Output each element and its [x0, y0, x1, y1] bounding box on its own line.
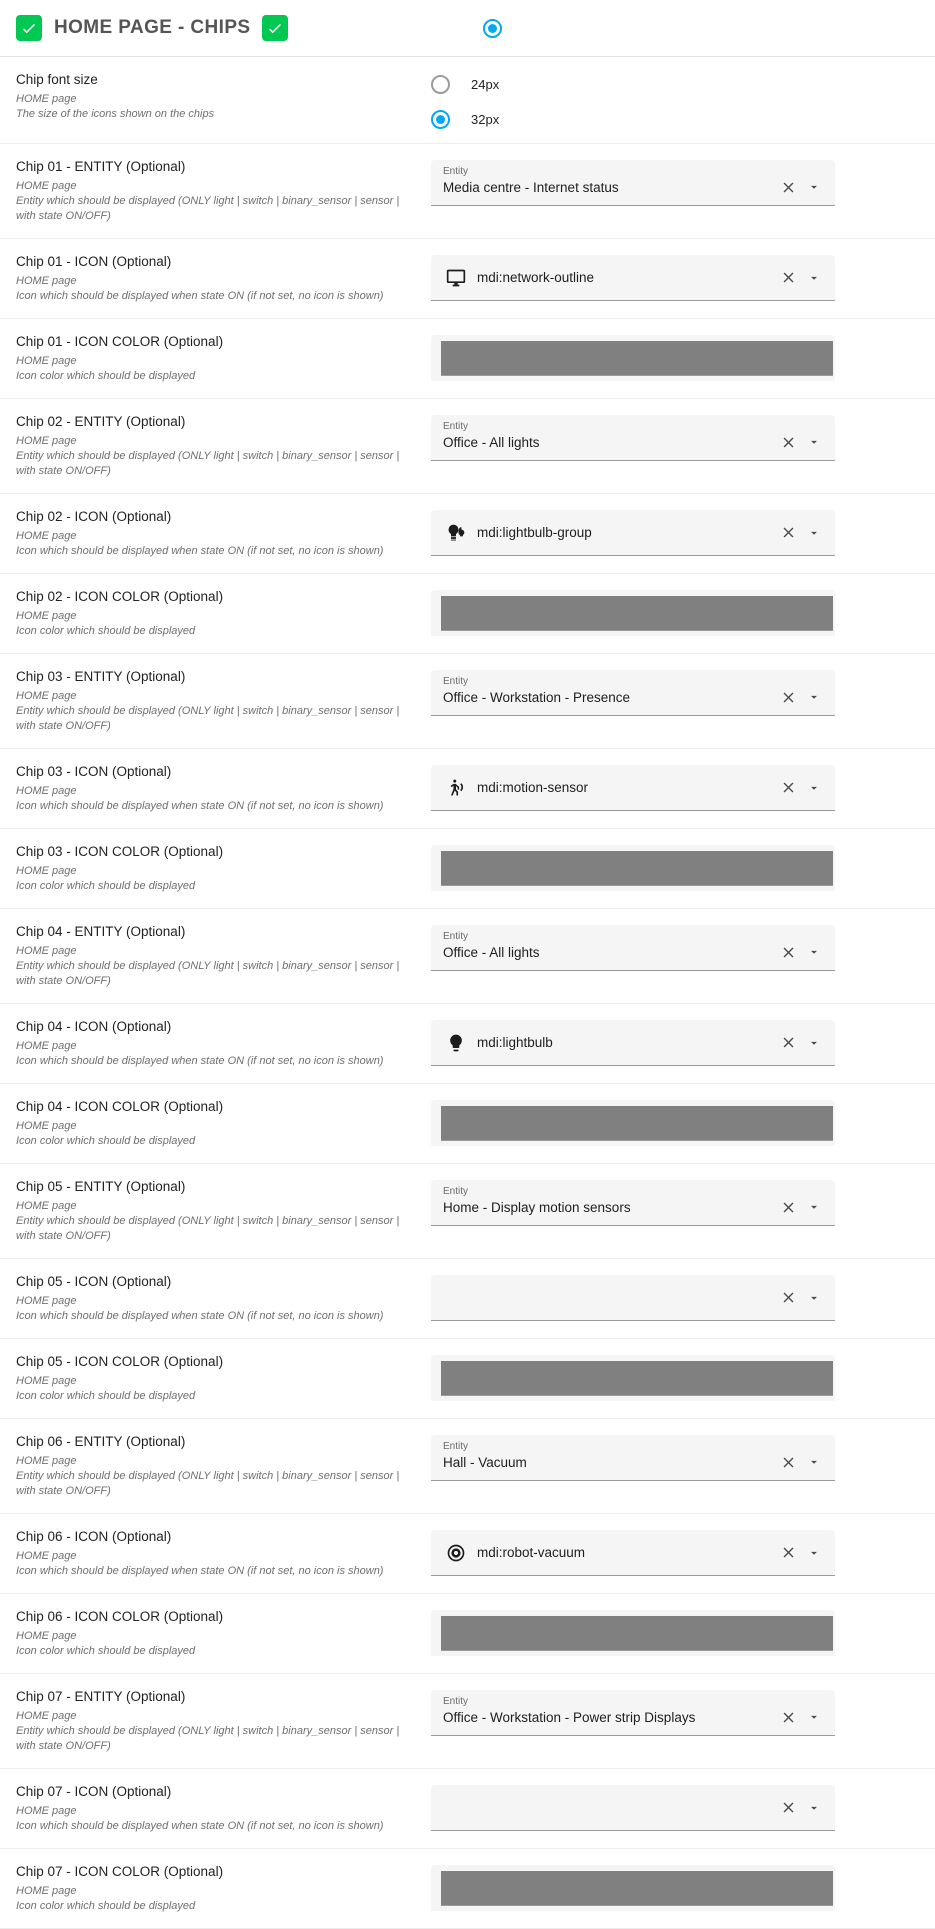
chip-color-sub: HOME page: [16, 610, 77, 622]
chip-color-labels: [16, 1863, 431, 1914]
chip-color-desc: Icon color which should be displayed: [16, 880, 196, 892]
page-header: [0, 0, 935, 57]
chip-icon-sub: HOME page: [16, 1295, 77, 1307]
close-icon[interactable]: [775, 1030, 801, 1056]
chevron-down-icon[interactable]: [801, 939, 827, 965]
close-icon[interactable]: [775, 1540, 801, 1566]
chip-icon-sub: HOME page: [16, 1805, 77, 1817]
chip-color-sub: HOME page: [16, 1120, 77, 1132]
entity-value: Home - Display motion sensors: [443, 1200, 631, 1215]
chip-color-title: Chip 06 - ICON COLOR (Optional): [16, 1609, 224, 1624]
icon-select-texts: [477, 268, 775, 287]
chip-entity-row: [0, 1419, 935, 1514]
chevron-down-icon[interactable]: [801, 1449, 827, 1475]
chip-color-sub: HOME page: [16, 865, 77, 877]
chip-entity-control: [431, 1178, 919, 1226]
chip-color-row: [0, 1339, 935, 1419]
chip-icon-labels: [16, 1018, 431, 1069]
chip-entity-labels: [16, 1688, 431, 1754]
icon-select-texts: [477, 1543, 775, 1562]
chip-color-title: Chip 01 - ICON COLOR (Optional): [16, 334, 224, 349]
chip-icon-labels: [16, 253, 431, 304]
color-picker[interactable]: [431, 335, 835, 381]
chip-icon-labels: [16, 1783, 431, 1834]
entity-float-label: Entity: [443, 1186, 469, 1197]
icon-value: mdi:lightbulb: [477, 1035, 553, 1050]
icon-select-texts: [477, 1033, 775, 1052]
entity-select-texts: [443, 675, 775, 707]
lightbulb-group-icon: [443, 523, 469, 543]
entity-select[interactable]: [431, 415, 835, 461]
chip-icon-row: [0, 749, 935, 829]
chevron-down-icon[interactable]: [801, 1795, 827, 1821]
lightbulb-icon: [443, 1033, 469, 1053]
chip-entity-sub: HOME page: [16, 1710, 77, 1722]
chip-icon-title: Chip 02 - ICON (Optional): [16, 509, 172, 524]
chip-color-control: [431, 1863, 919, 1911]
chip-entity-sub: HOME page: [16, 945, 77, 957]
chip-color-desc: Icon color which should be displayed: [16, 625, 196, 637]
entity-select-texts: [443, 165, 775, 197]
chip-color-labels: [16, 333, 431, 384]
color-swatch[interactable]: [441, 1106, 833, 1141]
entity-value: Media centre - Internet status: [443, 180, 619, 195]
chevron-down-icon[interactable]: [801, 520, 827, 546]
close-icon[interactable]: [775, 520, 801, 546]
chip-entity-title: Chip 07 - ENTITY (Optional): [16, 1689, 186, 1704]
chip-font-size-options: [431, 71, 919, 129]
chip-icon-control: [431, 253, 919, 301]
chip-icon-desc: Icon which should be displayed when state ON (if not set, no icon is shown): [16, 1310, 384, 1322]
chip-color-sub: HOME page: [16, 355, 77, 367]
chip-icon-row: [0, 494, 935, 574]
entity-value: Office - Workstation - Power strip Displays: [443, 1710, 696, 1725]
chevron-down-icon[interactable]: [801, 174, 827, 200]
chip-icon-desc: Icon which should be displayed when state ON (if not set, no icon is shown): [16, 1565, 384, 1577]
entity-select[interactable]: [431, 160, 835, 206]
icon-value: mdi:lightbulb-group: [477, 525, 592, 540]
chip-color-control: [431, 843, 919, 891]
close-icon[interactable]: [775, 775, 801, 801]
chip-color-labels: [16, 588, 431, 639]
chip-icon-sub: HOME page: [16, 275, 77, 287]
chip-entity-control: [431, 413, 919, 461]
chip-icon-sub: HOME page: [16, 785, 77, 797]
chip-color-sub: HOME page: [16, 1375, 77, 1387]
chip-entity-sub: HOME page: [16, 690, 77, 702]
chip-entity-sub: HOME page: [16, 435, 77, 447]
chip-entity-control: [431, 158, 919, 206]
entity-select[interactable]: [431, 1435, 835, 1481]
chip-icon-sub: HOME page: [16, 1550, 77, 1562]
chip-color-labels: [16, 843, 431, 894]
color-swatch[interactable]: [441, 1361, 833, 1396]
chip-entity-labels: [16, 1178, 431, 1244]
chip-font-size-row: [0, 57, 935, 144]
chevron-down-icon[interactable]: [801, 684, 827, 710]
chip-icon-labels: [16, 508, 431, 559]
chip-entity-row: [0, 1674, 935, 1769]
close-icon[interactable]: [775, 1449, 801, 1475]
entity-select-texts: [443, 420, 775, 452]
chip-entity-row: [0, 654, 935, 749]
entity-select-texts: [443, 1695, 775, 1727]
chip-icon-title: Chip 07 - ICON (Optional): [16, 1784, 172, 1799]
chip-color-row: [0, 1594, 935, 1674]
chevron-down-icon[interactable]: [801, 1285, 827, 1311]
chip-color-row: [0, 829, 935, 909]
chip-font-size-sub: HOME page: [16, 93, 77, 105]
chip-entity-control: [431, 668, 919, 716]
chip-icon-control: [431, 1783, 919, 1831]
chip-color-control: [431, 333, 919, 381]
icon-select[interactable]: [431, 510, 835, 556]
chip-color-desc: Icon color which should be displayed: [16, 1135, 196, 1147]
chip-color-desc: Icon color which should be displayed: [16, 370, 196, 382]
font-size-label-24: 24px: [471, 77, 500, 92]
chip-icon-title: Chip 01 - ICON (Optional): [16, 254, 172, 269]
entity-select[interactable]: [431, 670, 835, 716]
chip-icon-control: [431, 1528, 919, 1576]
chip-entity-title: Chip 05 - ENTITY (Optional): [16, 1179, 186, 1194]
icon-select[interactable]: [431, 1275, 835, 1321]
icon-select[interactable]: [431, 765, 835, 811]
chevron-down-icon[interactable]: [801, 775, 827, 801]
chip-icon-title: Chip 05 - ICON (Optional): [16, 1274, 172, 1289]
chip-color-title: Chip 02 - ICON COLOR (Optional): [16, 589, 224, 604]
chip-icon-labels: [16, 1528, 431, 1579]
close-icon[interactable]: [775, 174, 801, 200]
chip-icon-title: Chip 03 - ICON (Optional): [16, 764, 172, 779]
font-size-radio-32[interactable]: [431, 110, 450, 129]
header-radio[interactable]: [483, 19, 502, 38]
chip-entity-desc: Entity which should be displayed (ONLY light | switch | binary_sensor | sensor | with state ON/OFF): [16, 450, 400, 477]
entity-float-label: Entity: [443, 676, 469, 687]
header-left-checkbox[interactable]: [16, 15, 42, 41]
chip-entity-row: [0, 399, 935, 494]
chip-icon-row: [0, 1769, 935, 1849]
color-picker[interactable]: [431, 845, 835, 891]
chip-entity-control: [431, 1433, 919, 1481]
entity-float-label: Entity: [443, 421, 469, 432]
chip-entity-labels: [16, 668, 431, 734]
chip-entity-labels: [16, 923, 431, 989]
entity-float-label: Entity: [443, 166, 469, 177]
chip-icon-row: [0, 1259, 935, 1339]
chip-icon-control: [431, 1273, 919, 1321]
chip-entity-labels: [16, 1433, 431, 1499]
chip-color-desc: Icon color which should be displayed: [16, 1390, 196, 1402]
entity-float-label: Entity: [443, 1441, 469, 1452]
chip-icon-sub: HOME page: [16, 1040, 77, 1052]
chip-icon-desc: Icon which should be displayed when state ON (if not set, no icon is shown): [16, 1055, 384, 1067]
chip-entity-row: [0, 144, 935, 239]
chip-color-desc: Icon color which should be displayed: [16, 1900, 196, 1912]
chip-color-labels: [16, 1608, 431, 1659]
color-swatch[interactable]: [441, 851, 833, 886]
chip-entity-sub: HOME page: [16, 180, 77, 192]
chip-entity-desc: Entity which should be displayed (ONLY light | switch | binary_sensor | sensor | with state ON/OFF): [16, 1215, 400, 1242]
close-icon[interactable]: [775, 1704, 801, 1730]
color-picker[interactable]: [431, 1610, 835, 1656]
header-right-checkbox[interactable]: [262, 15, 288, 41]
motion-sensor-icon: [443, 778, 469, 798]
entity-float-label: Entity: [443, 931, 469, 942]
chip-color-title: Chip 07 - ICON COLOR (Optional): [16, 1864, 224, 1879]
icon-value: mdi:robot-vacuum: [477, 1545, 586, 1560]
color-picker[interactable]: [431, 1100, 835, 1146]
chip-icon-control: [431, 508, 919, 556]
chip-icon-row: [0, 239, 935, 319]
chip-color-labels: [16, 1353, 431, 1404]
chip-icon-control: [431, 763, 919, 811]
chip-icon-labels: [16, 763, 431, 814]
chip-icon-desc: Icon which should be displayed when state ON (if not set, no icon is shown): [16, 545, 384, 557]
entity-float-label: Entity: [443, 1696, 469, 1707]
entity-value: Office - Workstation - Presence: [443, 690, 631, 705]
chip-entity-desc: Entity which should be displayed (ONLY light | switch | binary_sensor | sensor | with state ON/OFF): [16, 1725, 400, 1752]
chip-color-row: [0, 574, 935, 654]
chip-entity-title: Chip 04 - ENTITY (Optional): [16, 924, 186, 939]
entity-value: Hall - Vacuum: [443, 1455, 527, 1470]
font-size-option-24[interactable]: [431, 75, 919, 94]
icon-select-texts: [477, 523, 775, 542]
chip-icon-labels: [16, 1273, 431, 1324]
chip-icon-desc: Icon which should be displayed when state ON (if not set, no icon is shown): [16, 800, 384, 812]
page-title: HOME PAGE - CHIPS: [54, 17, 251, 38]
chip-entity-sub: HOME page: [16, 1455, 77, 1467]
close-icon[interactable]: [775, 684, 801, 710]
chip-entity-desc: Entity which should be displayed (ONLY light | switch | binary_sensor | sensor | with state ON/OFF): [16, 195, 400, 222]
color-picker[interactable]: [431, 1355, 835, 1401]
chip-color-control: [431, 1608, 919, 1656]
font-size-option-32[interactable]: [431, 110, 919, 129]
font-size-label-32: 32px: [471, 112, 500, 127]
chip-icon-sub: HOME page: [16, 530, 77, 542]
entity-select[interactable]: [431, 1690, 835, 1736]
chevron-down-icon[interactable]: [801, 429, 827, 455]
close-icon[interactable]: [775, 1795, 801, 1821]
entity-value: Office - All lights: [443, 945, 540, 960]
font-size-radio-24[interactable]: [431, 75, 450, 94]
chip-color-title: Chip 04 - ICON COLOR (Optional): [16, 1099, 224, 1114]
color-swatch[interactable]: [441, 1871, 833, 1906]
entity-select[interactable]: [431, 925, 835, 971]
chip-font-size-title: Chip font size: [16, 72, 98, 87]
chip-icon-control: [431, 1018, 919, 1066]
color-picker[interactable]: [431, 1865, 835, 1911]
close-icon[interactable]: [775, 939, 801, 965]
chip-color-title: Chip 03 - ICON COLOR (Optional): [16, 844, 224, 859]
color-swatch[interactable]: [441, 596, 833, 631]
icon-select[interactable]: [431, 255, 835, 301]
chip-icon-desc: Icon which should be displayed when state ON (if not set, no icon is shown): [16, 290, 384, 302]
chip-settings-list: [0, 144, 935, 1929]
chip-color-desc: Icon color which should be displayed: [16, 1645, 196, 1657]
chip-color-row: [0, 319, 935, 399]
chevron-down-icon[interactable]: [801, 1030, 827, 1056]
monitor-icon: [443, 268, 469, 288]
chevron-down-icon[interactable]: [801, 265, 827, 291]
chip-color-sub: HOME page: [16, 1630, 77, 1642]
chip-entity-row: [0, 909, 935, 1004]
chip-entity-labels: [16, 158, 431, 224]
chip-entity-title: Chip 03 - ENTITY (Optional): [16, 669, 186, 684]
chip-entity-labels: [16, 413, 431, 479]
close-icon[interactable]: [775, 1285, 801, 1311]
icon-select[interactable]: [431, 1530, 835, 1576]
icon-select[interactable]: [431, 1020, 835, 1066]
chip-entity-desc: Entity which should be displayed (ONLY light | switch | binary_sensor | sensor | with state ON/OFF): [16, 960, 400, 987]
chip-entity-title: Chip 06 - ENTITY (Optional): [16, 1434, 186, 1449]
close-icon[interactable]: [775, 1194, 801, 1220]
chip-color-control: [431, 588, 919, 636]
chip-color-row: [0, 1849, 935, 1929]
entity-select-texts: [443, 930, 775, 962]
color-swatch[interactable]: [441, 1616, 833, 1651]
chip-entity-title: Chip 01 - ENTITY (Optional): [16, 159, 186, 174]
icon-value: mdi:motion-sensor: [477, 780, 589, 795]
entity-select-texts: [443, 1440, 775, 1472]
chip-icon-desc: Icon which should be displayed when state ON (if not set, no icon is shown): [16, 1820, 384, 1832]
chip-entity-desc: Entity which should be displayed (ONLY light | switch | binary_sensor | sensor | with state ON/OFF): [16, 705, 400, 732]
header-radio-group: [483, 19, 502, 38]
chevron-down-icon[interactable]: [801, 1194, 827, 1220]
chip-font-size-desc: The size of the icons shown on the chips: [16, 108, 215, 120]
chip-entity-desc: Entity which should be displayed (ONLY light | switch | binary_sensor | sensor | with state ON/OFF): [16, 1470, 400, 1497]
chip-color-row: [0, 1084, 935, 1164]
chip-entity-sub: HOME page: [16, 1200, 77, 1212]
chip-entity-row: [0, 1164, 935, 1259]
icon-value: mdi:network-outline: [477, 270, 595, 285]
entity-value: Office - All lights: [443, 435, 540, 450]
chip-font-size-labels: [16, 71, 431, 122]
chip-icon-row: [0, 1514, 935, 1594]
icon-select-texts: [477, 778, 775, 797]
chip-icon-title: Chip 04 - ICON (Optional): [16, 1019, 172, 1034]
chevron-down-icon[interactable]: [801, 1540, 827, 1566]
chip-entity-control: [431, 1688, 919, 1736]
color-picker[interactable]: [431, 590, 835, 636]
chip-entity-control: [431, 923, 919, 971]
chip-entity-title: Chip 02 - ENTITY (Optional): [16, 414, 186, 429]
robot-vacuum-icon: [443, 1543, 469, 1563]
entity-select[interactable]: [431, 1180, 835, 1226]
close-icon[interactable]: [775, 429, 801, 455]
chip-color-title: Chip 05 - ICON COLOR (Optional): [16, 1354, 224, 1369]
chip-color-control: [431, 1353, 919, 1401]
entity-select-texts: [443, 1185, 775, 1217]
chip-color-sub: HOME page: [16, 1885, 77, 1897]
color-swatch[interactable]: [441, 341, 833, 376]
chip-color-labels: [16, 1098, 431, 1149]
chip-color-control: [431, 1098, 919, 1146]
chip-icon-title: Chip 06 - ICON (Optional): [16, 1529, 172, 1544]
chip-icon-row: [0, 1004, 935, 1084]
close-icon[interactable]: [775, 265, 801, 291]
icon-select[interactable]: [431, 1785, 835, 1831]
chevron-down-icon[interactable]: [801, 1704, 827, 1730]
